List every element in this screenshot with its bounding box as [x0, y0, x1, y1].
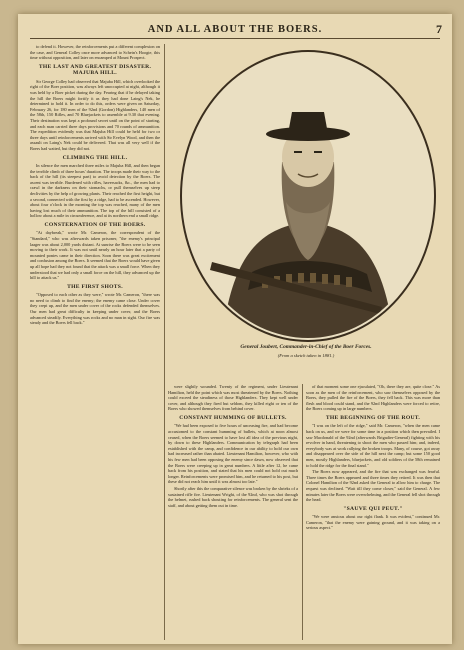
column-1 [30, 44, 160, 640]
running-header: AND ALL ABOUT THE BOERS. [147, 24, 323, 35]
column-divider [164, 44, 165, 640]
heading-majuba-hill: THE LAST AND GREATEST DISASTER. MAJUBA HILL. [38, 63, 152, 77]
column-3-paragraph: of that moment some one ejaculated, "Oh, there they are, quite close." As soon as the men of the reinforcement, who saw themselves opposed by the Boers, they pulled the fire of the Boers, they fell back. This was more than flesh and blood could stand, and the 92nd Highlanders were forced to retire, the Boers coming up in large numbers. [306, 384, 440, 412]
heading-beginning-of-rout: THE BEGINNING OF THE ROUT. [325, 414, 421, 421]
column-divider [302, 384, 303, 640]
heading-climbing-the-hill: CLIMBING THE HILL. [62, 154, 128, 161]
column-2-paragraph: "We had been exposed to five hours of unceasing fire, and had become accustomed to the constant humming of bullets, which at noon almost ceased, when the Boers seemed to have lost all idea of the previous night, by down to these Highlanders. Communication by telegraph had been established with the camp, and confidence in our ability to hold our own had increased rather than abated. Lieutenant Hamilton, however, who with his few men had been opposing the enemy since dawn, now observed that the Boers were creeping up in great numbers. A little after 12, he came back from his position, and stated that his men could not hold out much longer. Reinforcements were promised him, and he returned to his post, but these did not reach him until it was almost too late." [168, 423, 298, 485]
column-1-paragraph: "Opposed to each other as they were," wrote Mr. Cameron, "there was no need to climb to find the enemy; the enemy came close. Under cover they crept up, and the men under cover of the rocks defended themselves. Our men had great difficulty in keeping under cover, and the Boers advanced steadily. Everything was rocks and no man in sight. Our fire was steady and the Boers fell back." [30, 292, 160, 326]
header-rule [30, 38, 440, 39]
newspaper-page [18, 14, 452, 644]
column-1-paragraph: Sir George Colley had observed that Majuba Hill, which overlooked the right of the Boer position, was always left unoccupied at night, although it was held by a Boer picket during the day. Fearing that if he delayed taking the hill the Boers might fortify it as they had done Laing's Nek, he determined to hold it. In order to do this, orders were given on Saturday, February 26, for 180 men of the 92nd (Gordon) Highlanders, 140 men of the 58th, 150 Rifles, and 70 Bluejackets to assemble at 9.30 that evening. Their destination was kept a profound secret until on the point of starting, and each man carried three days provisions and 70 rounds of ammunition. The expedition evidently was that Majuba Hill could be held for two or three days until reinforcements arrived with Sir Evelyn Wood, and then the assault on Laing's Nek could be delivered. That was all very well if the Boers had waited, but they did not. [30, 78, 160, 151]
heading-constant-humming: CONSTANT HUMMING OF BULLETS. [179, 414, 287, 421]
column-1-paragraph: "At daybreak," wrote Mr. Cameron, the correspondent of the "Standard," who was afterwards taken prisoner, "the enemy's principal laager was about 2,000 yards distant. At sunrise the Boers were to be seen moving to their work. It was not until nearly an hour later that a party of mounted ponies came in their direction. Soon there was great excitement and confusion among the Boers. It seemed that the Boers would have given up all hope had they not found that the attack was a small force. When they understood that we had only a small force on the hill, they advanced up the hill to attack us." [30, 230, 160, 281]
portrait-credit: (From a sketch taken in 1881.) [277, 353, 335, 358]
column-1-paragraph: In silence the men marched three miles to Majuba Hill, and then began the terrible climb of three hours' duration. The troops made their way to the back of the hill (its steepest part) to avoid detection by the Boers. The ascent was terrible. Burdened with rifles, haversacks, &c., the men had to crawl in the darkness on their stomachs, or pull themselves up steep declivities by the help of growing plants. Their reached the first height, but a second, connected with the first by a ridge, had to be ascended. However, about four o'clock in the morning the top was reached, many of the men having lost much of their ammunition. The top of the hill consisted of a hollow about a mile in circumference, and at its northern end a small ridge. [30, 163, 160, 219]
heading-sauve-qui-peut: "SAUVE QUI PEUT." [343, 505, 403, 512]
page-number: 7 [436, 22, 442, 36]
column-2-paragraph: were slightly wounded. Twenty of the regiment, under Lieutenant Hamilton, held the point which was most threatened by the Boers. Nothing could exceed the steadiness of those Highlanders. They kept well under cover, and although they fired but seldom, they killed eight or ten of the Boers who showed themselves from behind cover. [168, 384, 298, 412]
column-2 [168, 384, 298, 640]
column-3-paragraph: "We were anxious about our right flank. It was evident," continued Mr. Cameron, "that the enemy were gaining ground, and it was taking on a serious aspect." [306, 514, 440, 531]
column-3-paragraph: The Boers now appeared, and the fire that was exchanged was fearful. Three times the Boers appeared and three times they retired. It was then that Colonel Hamilton of the 92nd asked the General to allow him to charge. The request was declined. "Wait till they come closer," said the General. A few minutes later the Boers were overwhelming, and the General fell shot through the head. [306, 469, 440, 503]
column-2-paragraph: Shortly after this the comparative silence was broken by the shrieks of a sustained rifle fire. Lieutenant Wright, of the 92nd, who was shot through the helmet, rushed back shouting for reinforcements. The general sent the staff, and about getting them out in time. [168, 486, 298, 508]
column-3 [306, 384, 440, 640]
column-3-paragraph: "I was on the left of the ridge," said Mr. Cameron, "when the men came back on us, and we were for some time in a position which then prevailed. I saw Macdonald of the 92nd (afterwards Brigadier-General) fighting with his revolver in hand, threatening to shoot the men who passed him; and, indeed, everybody was at work rallying the broken troops. Many, of course, got away and disappeared over the side of the hill next the camp; but some 150 good men, mostly Highlanders, bluejackets, and old soldiers of the 58th remained to hold the ridge for the final stand." [306, 423, 440, 468]
column-1-intro: to defend it. However, the reinforcements put a different complexion on the case, and General Colley once more advanced to Schein's Hoogte, this time without opposition, and later on encamped at Mount Prospect. [30, 44, 160, 61]
heading-first-shots: THE FIRST SHOTS. [67, 283, 123, 290]
portrait-caption: General Joubert, Commander-in-Chief of the Boer Forces. [240, 344, 372, 350]
portrait-illustration [182, 52, 434, 340]
heading-consternation: CONSTERNATION OF THE BOERS. [44, 221, 146, 228]
portrait-frame [180, 50, 436, 342]
